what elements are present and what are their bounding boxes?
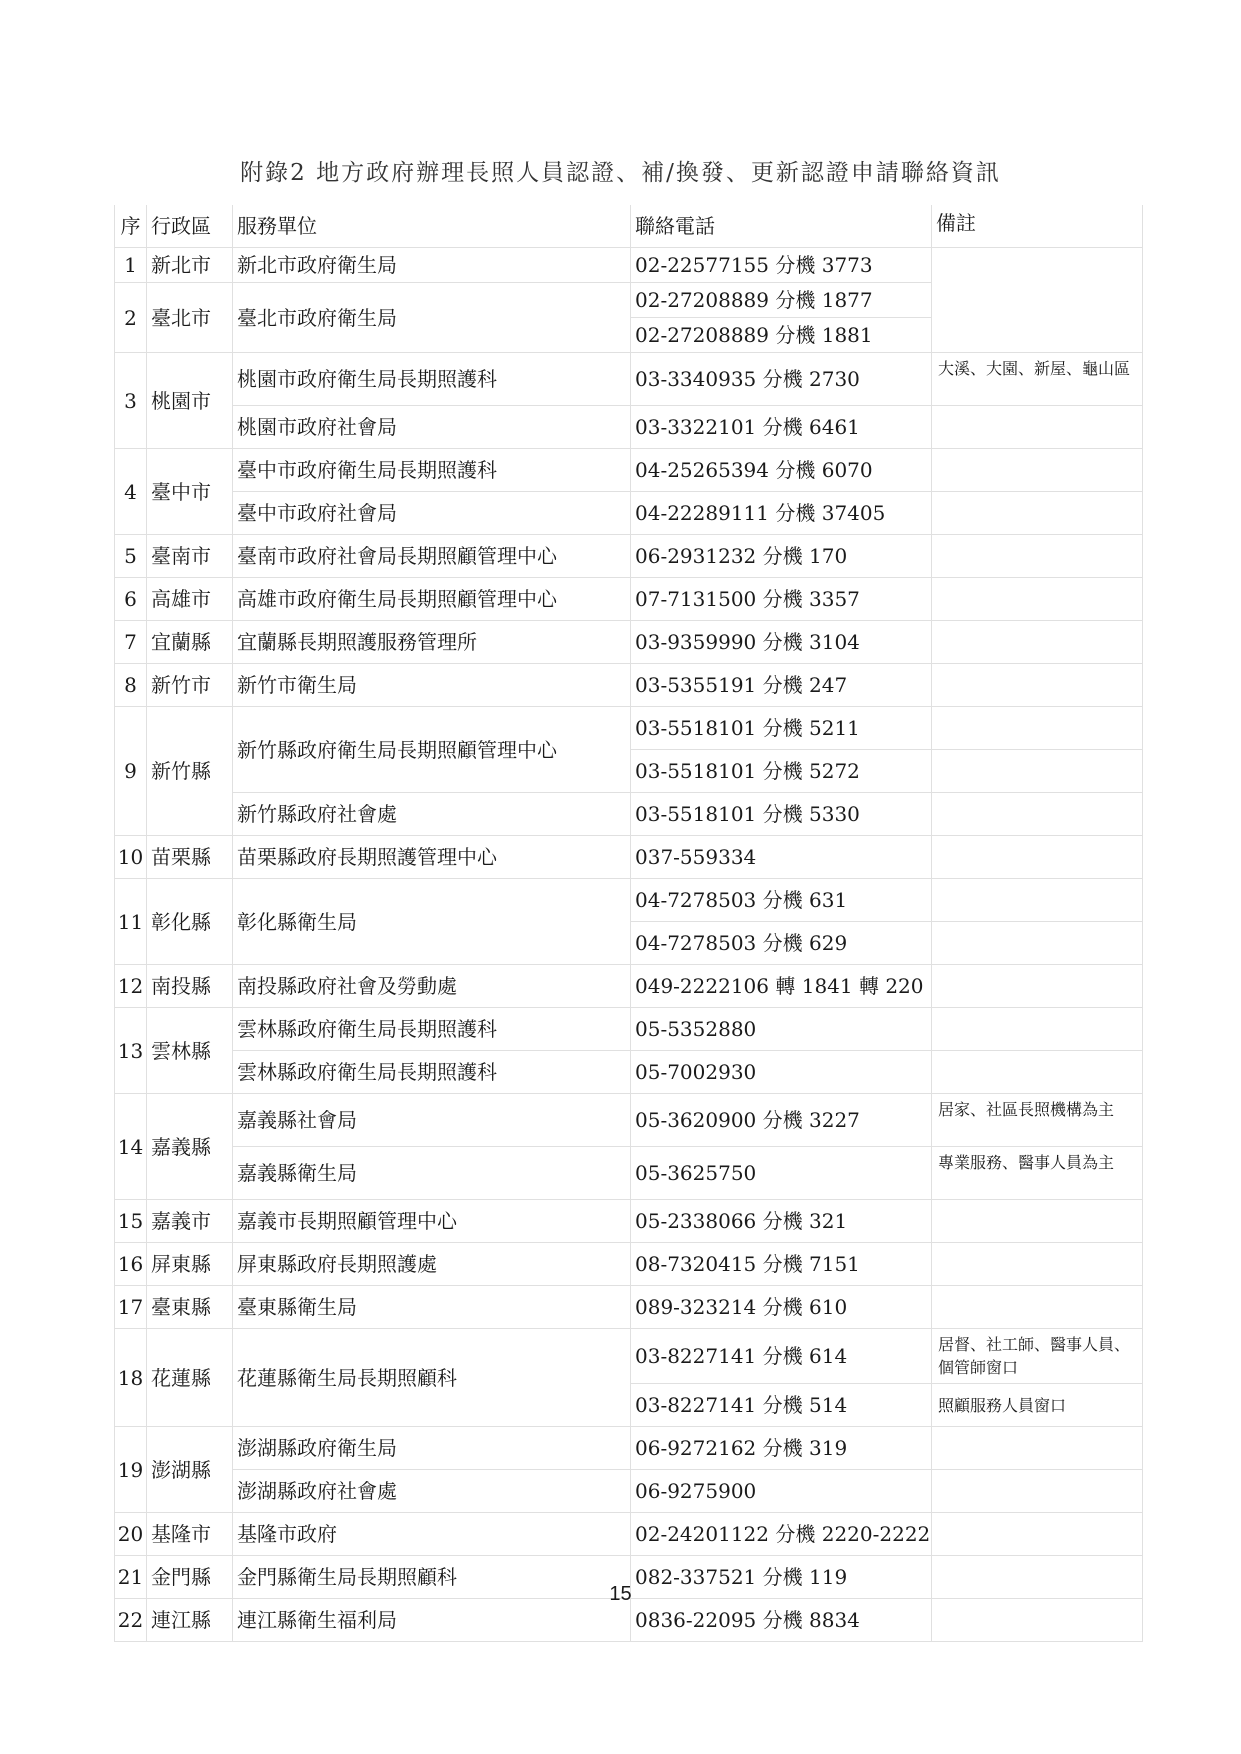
row-seq: 12 (115, 965, 147, 1008)
row-district: 花蓮縣 (147, 1329, 233, 1427)
table-row (115, 535, 1143, 578)
row-unit: 臺中市政府社會局 (233, 492, 631, 535)
table-row (115, 707, 1143, 750)
row-unit: 新竹市衛生局 (233, 664, 631, 707)
row-unit: 新北市政府衛生局 (233, 248, 631, 283)
row-unit: 臺南市政府社會局長期照顧管理中心 (233, 535, 631, 578)
row-unit: 新竹縣政府衛生局長期照顧管理中心 (233, 707, 631, 793)
row-note-empty (932, 1051, 1143, 1094)
row-phone: 03-5355191 分機 247 (631, 664, 932, 707)
table-row (115, 793, 1143, 836)
table-row (115, 449, 1143, 492)
row-district: 嘉義市 (147, 1200, 233, 1243)
row-seq: 19 (115, 1427, 147, 1513)
row-seq: 13 (115, 1008, 147, 1094)
row-seq: 15 (115, 1200, 147, 1243)
row-phone: 03-5518101 分機 5272 (631, 750, 932, 793)
row-note-empty (932, 248, 1143, 353)
table-row (115, 1470, 1143, 1513)
row-phone: 05-3620900 分機 3227 (631, 1094, 932, 1147)
row-unit: 連江縣衛生福利局 (233, 1599, 631, 1642)
row-phone: 02-27208889 分機 1877 (631, 283, 932, 318)
row-note-empty (932, 406, 1143, 449)
row-phone: 089-323214 分機 610 (631, 1286, 932, 1329)
row-unit: 南投縣政府社會及勞動處 (233, 965, 631, 1008)
row-phone: 0836-22095 分機 8834 (631, 1599, 932, 1642)
row-unit: 臺東縣衛生局 (233, 1286, 631, 1329)
row-district: 高雄市 (147, 578, 233, 621)
row-seq: 20 (115, 1513, 147, 1556)
row-phone: 04-7278503 分機 629 (631, 922, 932, 965)
row-phone: 03-8227141 分機 514 (631, 1384, 932, 1427)
row-phone: 037-559334 (631, 836, 932, 879)
row-district: 苗栗縣 (147, 836, 233, 879)
row-note-empty (932, 707, 1143, 750)
row-phone: 07-7131500 分機 3357 (631, 578, 932, 621)
row-unit: 金門縣衛生局長期照顧科 (233, 1556, 631, 1599)
row-unit: 新竹縣政府社會處 (233, 793, 631, 836)
row-district: 連江縣 (147, 1599, 233, 1642)
row-phone: 082-337521 分機 119 (631, 1556, 932, 1599)
row-unit: 雲林縣政府衛生局長期照護科 (233, 1051, 631, 1094)
row-district: 嘉義縣 (147, 1094, 233, 1200)
row-phone: 04-25265394 分機 6070 (631, 449, 932, 492)
row-seq: 1 (115, 248, 147, 283)
row-phone: 049-2222106 轉 1841 轉 220 (631, 965, 932, 1008)
row-phone: 02-24201122 分機 2220-2222 (631, 1513, 932, 1556)
row-note-empty (932, 879, 1143, 922)
row-district: 桃園市 (147, 353, 233, 449)
column-header-note: 備註 (932, 205, 1143, 248)
table-row (115, 1094, 1143, 1147)
row-district: 彰化縣 (147, 879, 233, 965)
row-unit: 苗栗縣政府長期照護管理中心 (233, 836, 631, 879)
row-district: 澎湖縣 (147, 1427, 233, 1513)
row-district: 基隆市 (147, 1513, 233, 1556)
row-unit: 嘉義市長期照顧管理中心 (233, 1200, 631, 1243)
row-district: 新北市 (147, 248, 233, 283)
row-district: 宜蘭縣 (147, 621, 233, 664)
row-seq: 9 (115, 707, 147, 836)
row-phone: 05-2338066 分機 321 (631, 1200, 932, 1243)
column-header-unit: 服務單位 (233, 205, 631, 248)
row-note-empty (932, 965, 1143, 1008)
table-row (115, 621, 1143, 664)
table-row (115, 1427, 1143, 1470)
row-unit: 宜蘭縣長期照護服務管理所 (233, 621, 631, 664)
row-unit: 桃園市政府社會局 (233, 406, 631, 449)
row-note-empty (932, 578, 1143, 621)
row-seq: 4 (115, 449, 147, 535)
row-district: 新竹市 (147, 664, 233, 707)
table-row (115, 879, 1143, 922)
row-phone: 06-2931232 分機 170 (631, 535, 932, 578)
row-note-empty (932, 1286, 1143, 1329)
row-note: 照顧服務人員窗口 (932, 1384, 1143, 1427)
table-row (115, 492, 1143, 535)
row-seq: 10 (115, 836, 147, 879)
row-note-empty (932, 449, 1143, 492)
row-phone: 03-9359990 分機 3104 (631, 621, 932, 664)
table-row (115, 664, 1143, 707)
row-district: 屏東縣 (147, 1243, 233, 1286)
row-unit: 屏東縣政府長期照護處 (233, 1243, 631, 1286)
row-phone: 04-7278503 分機 631 (631, 879, 932, 922)
page-title: 附錄2 地方政府辦理長照人員認證、補/換發、更新認證申請聯絡資訊 (240, 160, 1001, 186)
row-district: 臺北市 (147, 283, 233, 353)
row-district: 臺中市 (147, 449, 233, 535)
column-header-phone: 聯絡電話 (631, 205, 932, 248)
row-note-empty (932, 1513, 1143, 1556)
row-seq: 14 (115, 1094, 147, 1200)
row-unit: 澎湖縣政府衛生局 (233, 1427, 631, 1470)
row-seq: 3 (115, 353, 147, 449)
table-row (115, 1513, 1143, 1556)
row-note-empty (932, 836, 1143, 879)
table-row (115, 1051, 1143, 1094)
row-note: 專業服務、醫事人員為主 (932, 1147, 1143, 1200)
table-row (115, 1329, 1143, 1384)
row-district: 雲林縣 (147, 1008, 233, 1094)
table-row (115, 836, 1143, 879)
row-district: 金門縣 (147, 1556, 233, 1599)
row-note-empty (932, 1243, 1143, 1286)
row-unit: 花蓮縣衛生局長期照顧科 (233, 1329, 631, 1427)
row-phone: 03-8227141 分機 614 (631, 1329, 932, 1384)
row-unit: 高雄市政府衛生局長期照顧管理中心 (233, 578, 631, 621)
row-seq: 5 (115, 535, 147, 578)
row-note-empty (932, 621, 1143, 664)
row-phone: 03-3340935 分機 2730 (631, 353, 932, 406)
row-phone: 02-27208889 分機 1881 (631, 318, 932, 353)
row-phone: 08-7320415 分機 7151 (631, 1243, 932, 1286)
row-note-empty (932, 1470, 1143, 1513)
row-seq: 22 (115, 1599, 147, 1642)
row-seq: 18 (115, 1329, 147, 1427)
contact-table (114, 205, 1143, 1642)
row-unit: 臺中市政府衛生局長期照護科 (233, 449, 631, 492)
table-row (115, 353, 1143, 406)
row-phone: 06-9275900 (631, 1470, 932, 1513)
row-note-empty (932, 1008, 1143, 1051)
row-note-empty (932, 922, 1143, 965)
row-seq: 6 (115, 578, 147, 621)
table-row (115, 1147, 1143, 1200)
row-seq: 8 (115, 664, 147, 707)
row-note-empty (932, 664, 1143, 707)
row-unit: 彰化縣衛生局 (233, 879, 631, 965)
row-unit: 嘉義縣社會局 (233, 1094, 631, 1147)
table-row (115, 1243, 1143, 1286)
table-row (115, 248, 1143, 283)
row-note-empty (932, 793, 1143, 836)
row-phone: 03-5518101 分機 5211 (631, 707, 932, 750)
row-note-empty (932, 492, 1143, 535)
row-phone: 05-7002930 (631, 1051, 932, 1094)
table-row (115, 1008, 1143, 1051)
row-note-empty (932, 1427, 1143, 1470)
row-seq: 21 (115, 1556, 147, 1599)
row-note: 居督、社工師、醫事人員、個管師窗口 (932, 1329, 1143, 1384)
row-phone: 05-3625750 (631, 1147, 932, 1200)
row-phone: 03-3322101 分機 6461 (631, 406, 932, 449)
table-row (115, 1286, 1143, 1329)
row-phone: 04-22289111 分機 37405 (631, 492, 932, 535)
table-row (115, 406, 1143, 449)
row-seq: 11 (115, 879, 147, 965)
page-number: 15 (609, 1583, 632, 1605)
row-district: 新竹縣 (147, 707, 233, 836)
row-district: 臺南市 (147, 535, 233, 578)
row-unit: 臺北市政府衛生局 (233, 283, 631, 353)
row-unit: 澎湖縣政府社會處 (233, 1470, 631, 1513)
row-seq: 7 (115, 621, 147, 664)
table-row (115, 1200, 1143, 1243)
row-unit: 雲林縣政府衛生局長期照護科 (233, 1008, 631, 1051)
row-district: 南投縣 (147, 965, 233, 1008)
row-note-empty (932, 535, 1143, 578)
column-header-district: 行政區 (147, 205, 233, 248)
column-header-seq: 序 (115, 205, 147, 248)
row-district: 臺東縣 (147, 1286, 233, 1329)
table-row (115, 965, 1143, 1008)
row-seq: 16 (115, 1243, 147, 1286)
row-phone: 03-5518101 分機 5330 (631, 793, 932, 836)
row-seq: 17 (115, 1286, 147, 1329)
table-row (115, 578, 1143, 621)
row-unit: 基隆市政府 (233, 1513, 631, 1556)
row-note: 大溪、大園、新屋、龜山區 (932, 353, 1143, 406)
row-unit: 嘉義縣衛生局 (233, 1147, 631, 1200)
row-seq: 2 (115, 283, 147, 353)
table-header-row (115, 205, 1143, 248)
row-note-empty (932, 1200, 1143, 1243)
row-note-empty (932, 750, 1143, 793)
row-phone: 06-9272162 分機 319 (631, 1427, 932, 1470)
row-phone: 05-5352880 (631, 1008, 932, 1051)
row-phone: 02-22577155 分機 3773 (631, 248, 932, 283)
row-unit: 桃園市政府衛生局長期照護科 (233, 353, 631, 406)
row-note: 居家、社區長照機構為主 (932, 1094, 1143, 1147)
